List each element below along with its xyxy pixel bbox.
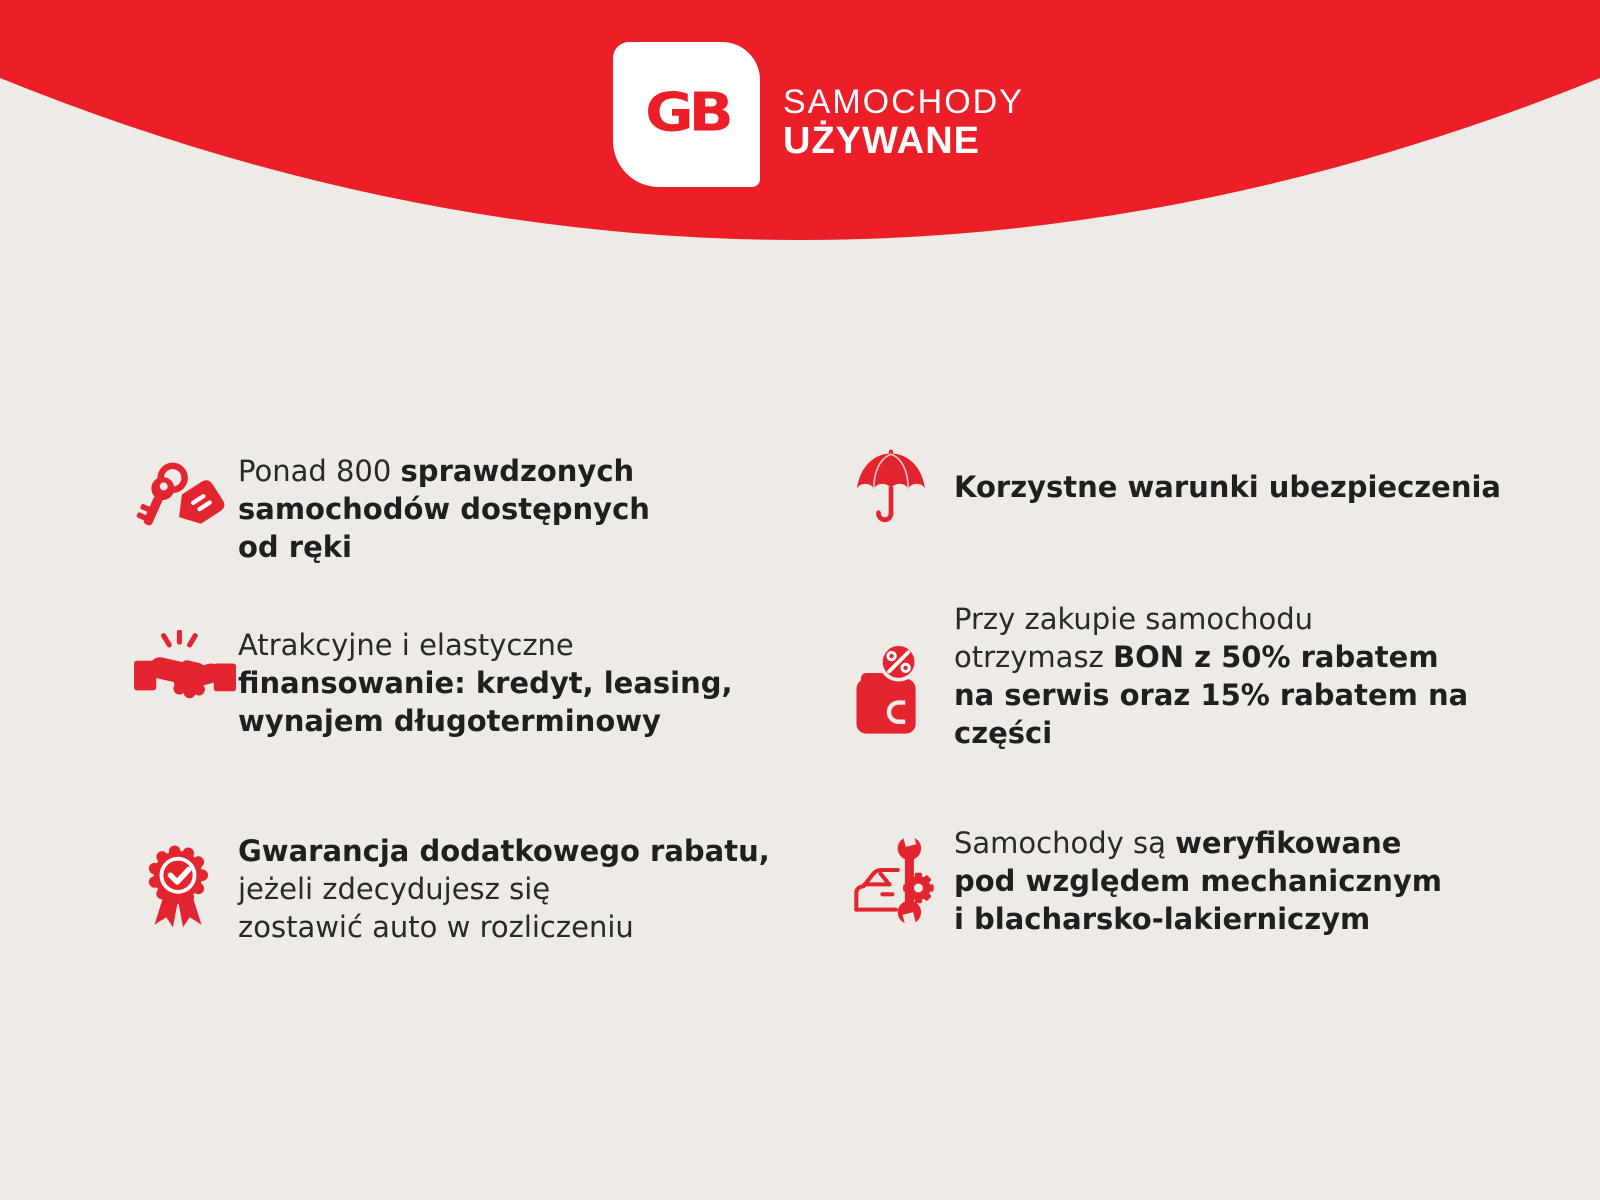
feature-line: otrzymasz BON z 50% rabatem: [954, 640, 1439, 674]
feature-text: [238, 452, 650, 566]
feature-line: jeżeli zdecydujesz się: [238, 872, 551, 906]
feature-line: Atrakcyjne i elastyczne: [238, 628, 574, 662]
feature-voucher: [852, 600, 1468, 752]
feature-icon-wrap: [852, 448, 954, 526]
feature-text: [238, 626, 733, 740]
feature-line: Samochody są weryfikowane: [954, 826, 1402, 860]
feature-verification: [850, 824, 1442, 938]
car-service-icon: [850, 834, 940, 924]
feature-line: od ręki: [238, 530, 352, 564]
feature-line: i blacharsko-lakierniczym: [954, 902, 1371, 936]
feature-line: Przy zakupie samochodu: [954, 602, 1314, 636]
feature-line: Gwarancja dodatkowego rabatu,: [238, 834, 770, 868]
feature-line: pod względem mechanicznym: [954, 864, 1443, 898]
feature-line: finansowanie: kredyt, leasing,: [238, 666, 733, 700]
feature-text: [954, 824, 1442, 938]
handshake-icon: [134, 630, 236, 709]
feature-icon-wrap: [852, 600, 954, 738]
feature-line: zostawić auto w rozliczeniu: [238, 910, 634, 944]
feature-icon-wrap: [850, 824, 954, 924]
feature-line: Ponad 800 sprawdzonych: [238, 454, 635, 488]
feature-text: [954, 468, 1501, 506]
feature-line: Korzystne warunki ubezpieczenia: [954, 470, 1501, 504]
feature-financing: [134, 626, 733, 740]
umbrella-icon: [852, 448, 930, 526]
feature-inventory: [134, 452, 650, 566]
feature-text: [238, 832, 770, 946]
feature-line: części: [954, 716, 1053, 750]
key-tag-icon: [134, 462, 226, 536]
feature-line: na serwis oraz 15% rabatem na: [954, 678, 1469, 712]
badge-check-icon: [136, 840, 220, 934]
feature-guarantee: [132, 832, 770, 946]
wallet-percent-icon: [852, 642, 926, 738]
feature-text: [954, 600, 1468, 752]
brand-line-samochody: SAMOCHODY: [783, 83, 1024, 121]
gb-monogram: GB: [644, 80, 729, 144]
header-background: [0, 0, 1600, 400]
brand-wordmark: [783, 84, 1024, 161]
brand-line-uzywane: UŻYWANE: [783, 120, 980, 162]
feature-insurance: [852, 448, 1501, 526]
feature-icon-wrap: [134, 626, 238, 709]
feature-icon-wrap: [132, 832, 238, 934]
feature-icon-wrap: [134, 452, 238, 536]
feature-line: wynajem długoterminowy: [238, 704, 661, 738]
gb-logo: [613, 42, 760, 187]
feature-line: samochodów dostępnych: [238, 492, 650, 526]
